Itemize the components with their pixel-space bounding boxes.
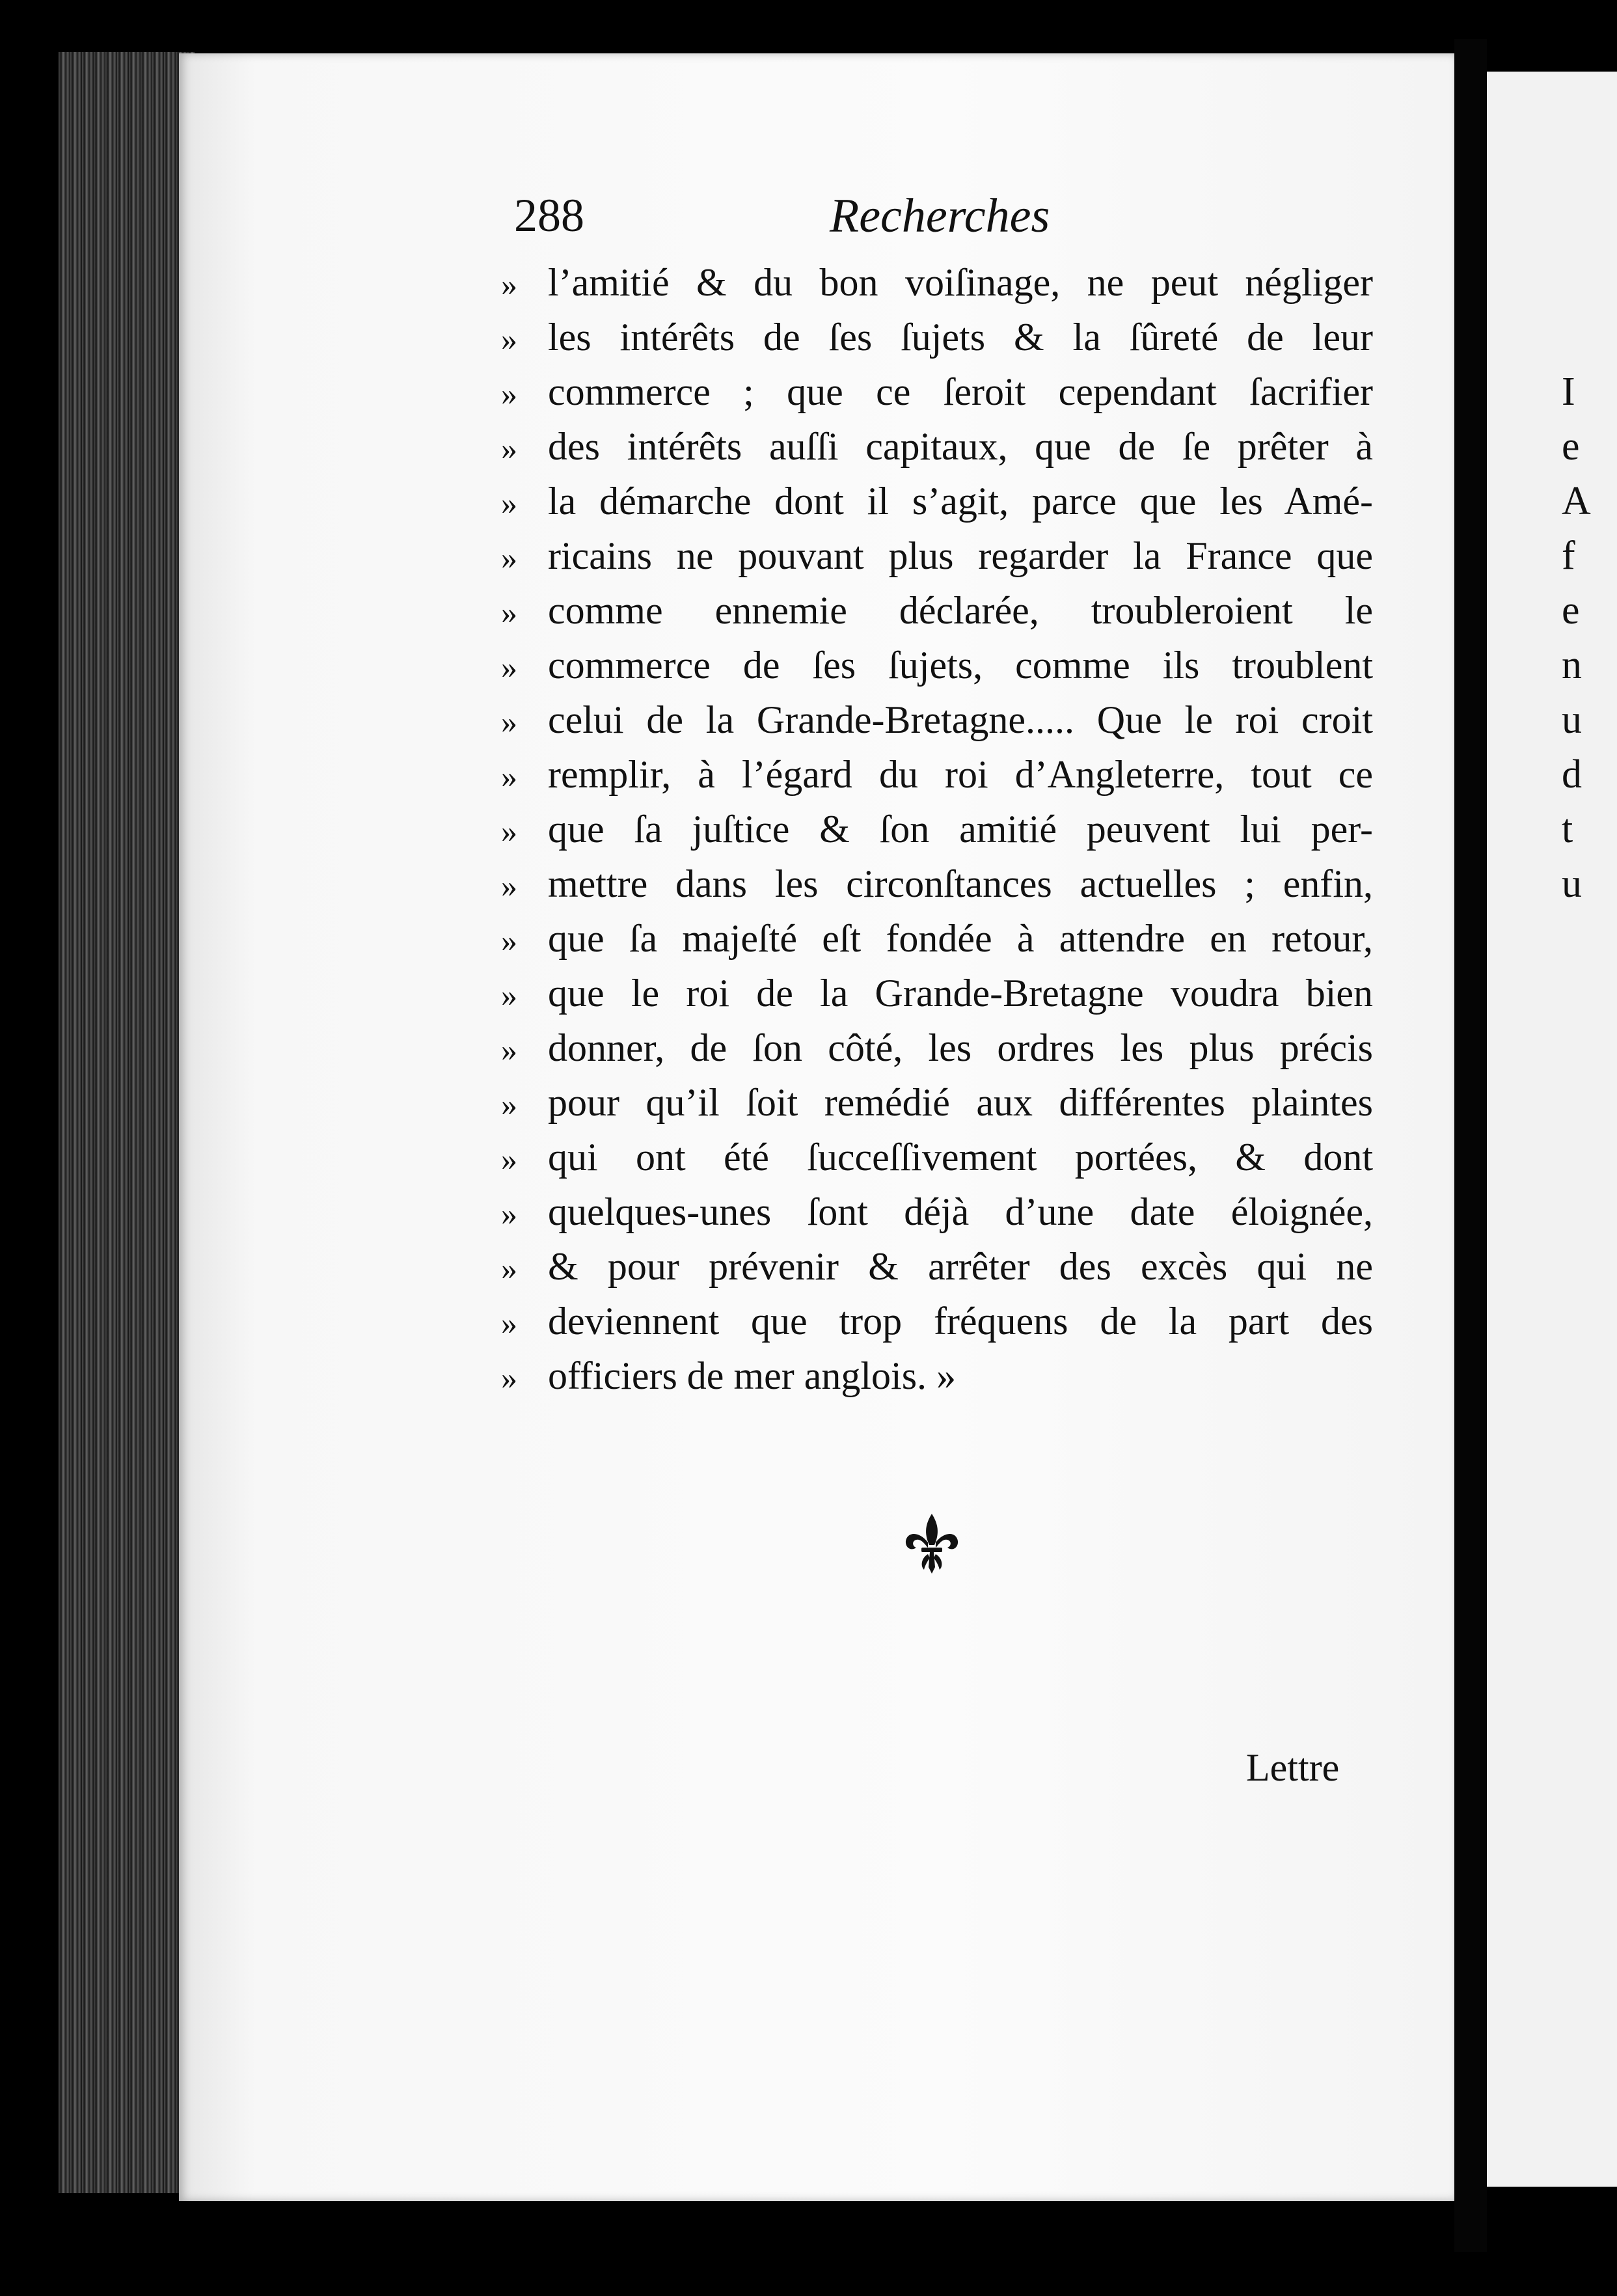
quote-mark: » [501, 1141, 517, 1177]
text-line-content: commerce ; que ce ſeroit cependant ſacrifier [548, 370, 1373, 413]
text-line-content: l’amitié & du bon voiſinage, ne peut négliger [548, 261, 1373, 304]
text-line [501, 1244, 1373, 1299]
text-line-content: qui ont été ſucceſſivement portées, & dont [548, 1136, 1373, 1179]
text-line-content: commerce de ſes ſujets, comme ils troublent [548, 644, 1373, 687]
text-line-content: les intérêts de ſes ſujets & la ſûreté de leur [548, 316, 1373, 359]
text-line [501, 424, 1373, 479]
text-line-content: la démarche dont il s’agit, parce que les Amé- [548, 480, 1373, 523]
text-line [501, 1190, 1373, 1244]
text-line-content: des intérêts auſſi capitaux, que de ſe prêter à [548, 425, 1373, 468]
text-line-content: remplir, à l’égard du roi d’Angleterre, tout ce [548, 753, 1373, 796]
quote-mark: » [501, 1086, 517, 1123]
text-line [501, 479, 1373, 534]
quote-mark: » [501, 649, 517, 685]
quote-mark: » [501, 266, 517, 303]
text-line [501, 916, 1373, 971]
body-text [501, 260, 1373, 1408]
quote-mark: » [501, 540, 517, 576]
catchword: Lettre [1246, 1746, 1340, 1789]
quote-mark: » [501, 321, 517, 357]
page-edges [59, 52, 195, 2193]
text-line [501, 370, 1373, 424]
text-line-content: que ſa juſtice & ſon amitié peuvent lui per- [548, 808, 1373, 851]
quote-mark: » [501, 704, 517, 740]
text-line-content: que ſa majeſté eſt fondée à attendre en retour, [548, 917, 1373, 960]
book-gutter [1454, 39, 1487, 2252]
quote-mark: » [501, 594, 517, 631]
quote-mark: » [501, 376, 517, 412]
quote-mark: » [501, 868, 517, 904]
quote-mark: » [501, 977, 517, 1013]
right-page-fragment [1487, 72, 1617, 2187]
text-line [501, 1299, 1373, 1354]
text-line-content: comme ennemie déclarée, troubleroient le [548, 589, 1373, 632]
page-header [514, 189, 1379, 254]
text-line [501, 534, 1373, 588]
text-line-content: donner, de ſon côté, les ordres les plus précis [548, 1026, 1373, 1069]
fleur-de-lis-icon [899, 1511, 964, 1576]
text-line [501, 588, 1373, 643]
text-line-content: ricains ne pouvant plus regarder la France que [548, 534, 1373, 577]
text-line [501, 643, 1373, 698]
text-line [501, 971, 1373, 1026]
text-line [501, 807, 1373, 862]
text-line-content: deviennent que trop fréquens de la part des [548, 1300, 1373, 1343]
text-line [501, 1135, 1373, 1190]
quote-mark: » [501, 1305, 517, 1341]
page-number: 288 [514, 189, 584, 241]
text-line-content: quelques-unes ſont déjà d’une date éloignée, [548, 1190, 1373, 1233]
text-line [501, 698, 1373, 752]
text-line-content: mettre dans les circonſtances actuelles ; enfin, [548, 862, 1373, 905]
quote-mark: » [501, 922, 517, 959]
text-line [501, 862, 1373, 916]
quote-mark: » [501, 1250, 517, 1287]
text-line-content: que le roi de la Grande-Bretagne voudra bien [548, 972, 1373, 1015]
text-line [501, 1080, 1373, 1135]
text-line [501, 1354, 1373, 1408]
quote-mark: » [501, 1032, 517, 1068]
text-line [501, 1026, 1373, 1080]
quote-mark: » [501, 430, 517, 467]
text-line-content: officiers de mer anglois. » [548, 1354, 957, 1397]
text-line-content: pour qu’il ſoit remédié aux différentes plaintes [548, 1081, 1373, 1124]
right-page-cut-letters: I e A f e n u d t u [1562, 370, 1591, 906]
text-line [501, 315, 1373, 370]
text-line [501, 752, 1373, 807]
running-title: Recherches [830, 189, 1050, 243]
quote-mark: » [501, 813, 517, 849]
quote-mark: » [501, 1360, 517, 1396]
quote-mark: » [501, 485, 517, 521]
text-line [501, 260, 1373, 315]
text-line-content: celui de la Grande-Bretagne..... Que le roi croit [548, 698, 1373, 741]
quote-mark: » [501, 1196, 517, 1232]
text-line-content: & pour prévenir & arrêter des excès qui ne [548, 1245, 1373, 1288]
quote-mark: » [501, 758, 517, 795]
